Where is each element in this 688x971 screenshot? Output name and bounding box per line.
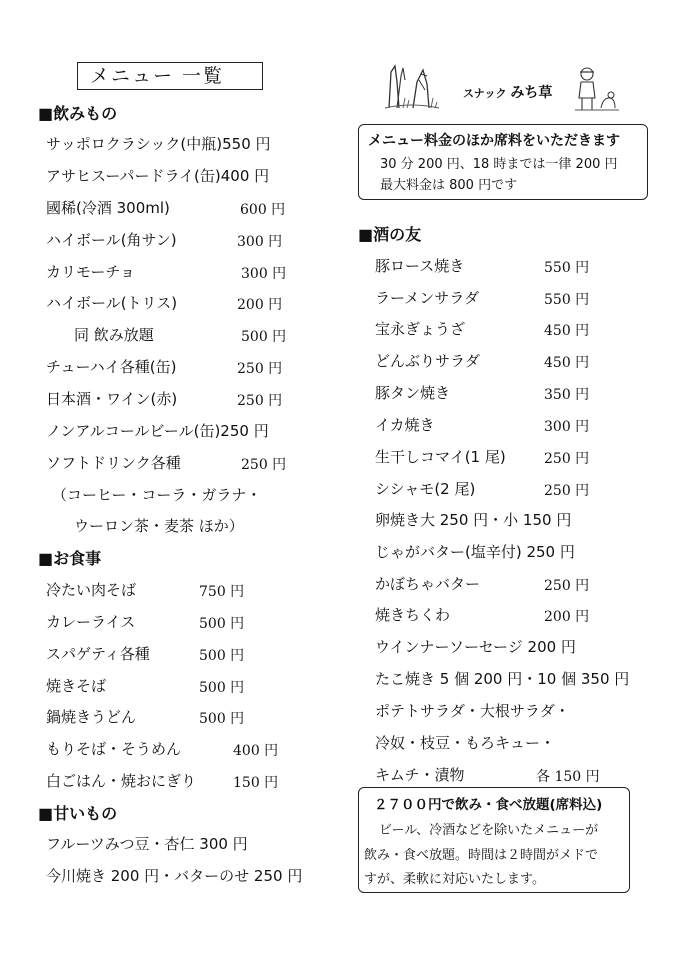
menu-item-name: 日本酒・ワイン(赤) [46, 390, 178, 408]
menu-item-price: 300 円 [241, 266, 287, 282]
menu-item-name: ラーメンサラダ [375, 289, 480, 307]
menu-item-price: 600 円 [240, 202, 286, 218]
menu-item-name: 國稀(冷酒 300ml) [46, 199, 170, 217]
menu-item-price: 550 円 [544, 292, 590, 308]
all-you-can-eat-line: ビール、冷酒などを除いたメニューが [379, 823, 599, 838]
all-you-can-eat-notice [358, 787, 630, 893]
menu-item-name: ハイボール(トリス) [46, 294, 178, 312]
logo-small-text: スナック [463, 87, 507, 100]
menu-item-price: 450 円 [544, 323, 590, 339]
menu-item-price: 各 150 円 [536, 769, 600, 785]
menu-item-price: 250 円 [237, 361, 283, 377]
menu-item-name: 焼きちくわ [375, 606, 451, 624]
seat-charge-line: 30 分 200 円、18 時までは一律 200 円 [380, 157, 618, 172]
menu-item-name: アサヒスーパードライ(缶)400 円 [46, 167, 270, 185]
menu-item-name: 卵焼き大 250 円・小 150 円 [375, 511, 572, 529]
menu-item-name: ポテトサラダ・大根サラダ・ [375, 702, 570, 720]
menu-item-name: 宝永ぎょうざ [375, 320, 466, 338]
menu-item-name: かぼちゃバター [375, 575, 481, 593]
page-title: メニュー 一覧 [77, 62, 263, 90]
seat-charge-notice [358, 124, 648, 200]
menu-item-name: イカ焼き [375, 416, 435, 434]
menu-item-name: 白ごはん・焼おにぎり [46, 772, 197, 790]
menu-item-name: スパゲティ各種 [46, 645, 150, 663]
menu-item-price: 300 円 [237, 234, 283, 250]
menu-item-price: 500 円 [199, 680, 245, 696]
menu-item-price: 750 円 [199, 584, 245, 600]
menu-item-price: 250 円 [237, 393, 283, 409]
section-heading-sweets: ■甘いもの [38, 804, 118, 823]
logo-name: みち草 [510, 85, 553, 101]
menu-item-name: 生干しコマイ(1 尾) [375, 448, 506, 466]
menu-item-price: 250 円 [241, 457, 287, 473]
menu-item-name: ウインナーソーセージ 200 円 [375, 638, 576, 656]
menu-item-price: 200 円 [544, 609, 590, 625]
menu-item-price: 500 円 [199, 711, 245, 727]
menu-item-name: 冷奴・枝豆・もろキュー・ [375, 734, 556, 752]
menu-item-name: フルーツみつ豆・杏仁 300 円 [46, 835, 248, 853]
menu-item-name: もりそば・そうめん [46, 740, 182, 758]
section-heading-snacks: ■酒の友 [358, 225, 422, 244]
menu-item-price: 400 円 [233, 743, 279, 759]
menu-item-price: 550 円 [544, 260, 590, 276]
menu-item-price: 250 円 [544, 483, 590, 499]
menu-item-name: サッポロクラシック(中瓶)550 円 [46, 135, 271, 153]
menu-item-name: シシャモ(2 尾) [375, 480, 476, 498]
menu-item-name: カレーライス [46, 613, 136, 631]
all-you-can-eat-title: ２７００円で飲み・食べ放題(席料込) [374, 797, 603, 813]
menu-item-name: キムチ・漬物 [375, 766, 465, 784]
menu-item-price: 250 円 [544, 451, 590, 467]
seat-charge-title: メニュー料金のほか席料をいただきます [368, 133, 620, 149]
menu-item-name: カリモーチョ [46, 263, 135, 281]
grass-illustration [383, 62, 443, 110]
menu-item-name: チューハイ各種(缶) [46, 358, 177, 376]
all-you-can-eat-line: すが、柔軟に対応いたします。 [364, 872, 545, 887]
menu-item-name: 冷たい肉そば [46, 581, 137, 599]
drinks-note-line: ウーロン茶・麦茶 ほか） [74, 517, 244, 535]
menu-item-name: 豚ロース焼き [375, 257, 465, 275]
menu-item-price: 250 円 [544, 578, 590, 594]
all-you-can-eat-line: 飲み・食べ放題。時間は２時間がメドで [364, 848, 599, 863]
logo [383, 62, 633, 112]
menu-item-price: 500 円 [241, 329, 287, 345]
menu-item-name: 今川焼き 200 円・バターのせ 250 円 [46, 867, 303, 885]
seat-charge-line: 最大料金は 800 円です [380, 178, 518, 193]
menu-item-name: たこ焼き 5 個 200 円・10 個 350 円 [375, 670, 630, 688]
menu-item-name: ノンアルコールビール(缶)250 円 [46, 422, 269, 440]
menu-item-name: 豚タン焼き [375, 384, 451, 402]
menu-item-name: ハイボール(角サン) [46, 231, 177, 249]
menu-item-price: 450 円 [544, 355, 590, 371]
menu-item-price: 200 円 [237, 297, 283, 313]
menu-item-price: 300 円 [544, 419, 590, 435]
section-heading-meals: ■お食事 [38, 549, 102, 568]
menu-item-name: 鍋焼きうどん [46, 708, 137, 726]
section-heading-drinks: ■飲みもの [38, 104, 118, 123]
menu-item-name: どんぶりサラダ [375, 352, 480, 370]
menu-item-price: 500 円 [199, 648, 245, 664]
menu-item-name: 同 飲み放題 [74, 326, 154, 344]
menu-item-name: 焼きそば [46, 677, 107, 695]
menu-item-name: じゃがバター(塩辛付) 250 円 [375, 543, 575, 561]
menu-item-name: ソフトドリンク各種 [46, 454, 181, 472]
menu-item-price: 150 円 [233, 775, 279, 791]
person-with-dog-illustration [571, 64, 621, 112]
menu-item-price: 350 円 [544, 387, 590, 403]
drinks-note-line: （コーヒー・コーラ・ガラナ・ [52, 486, 262, 504]
menu-item-price: 500 円 [199, 616, 245, 632]
